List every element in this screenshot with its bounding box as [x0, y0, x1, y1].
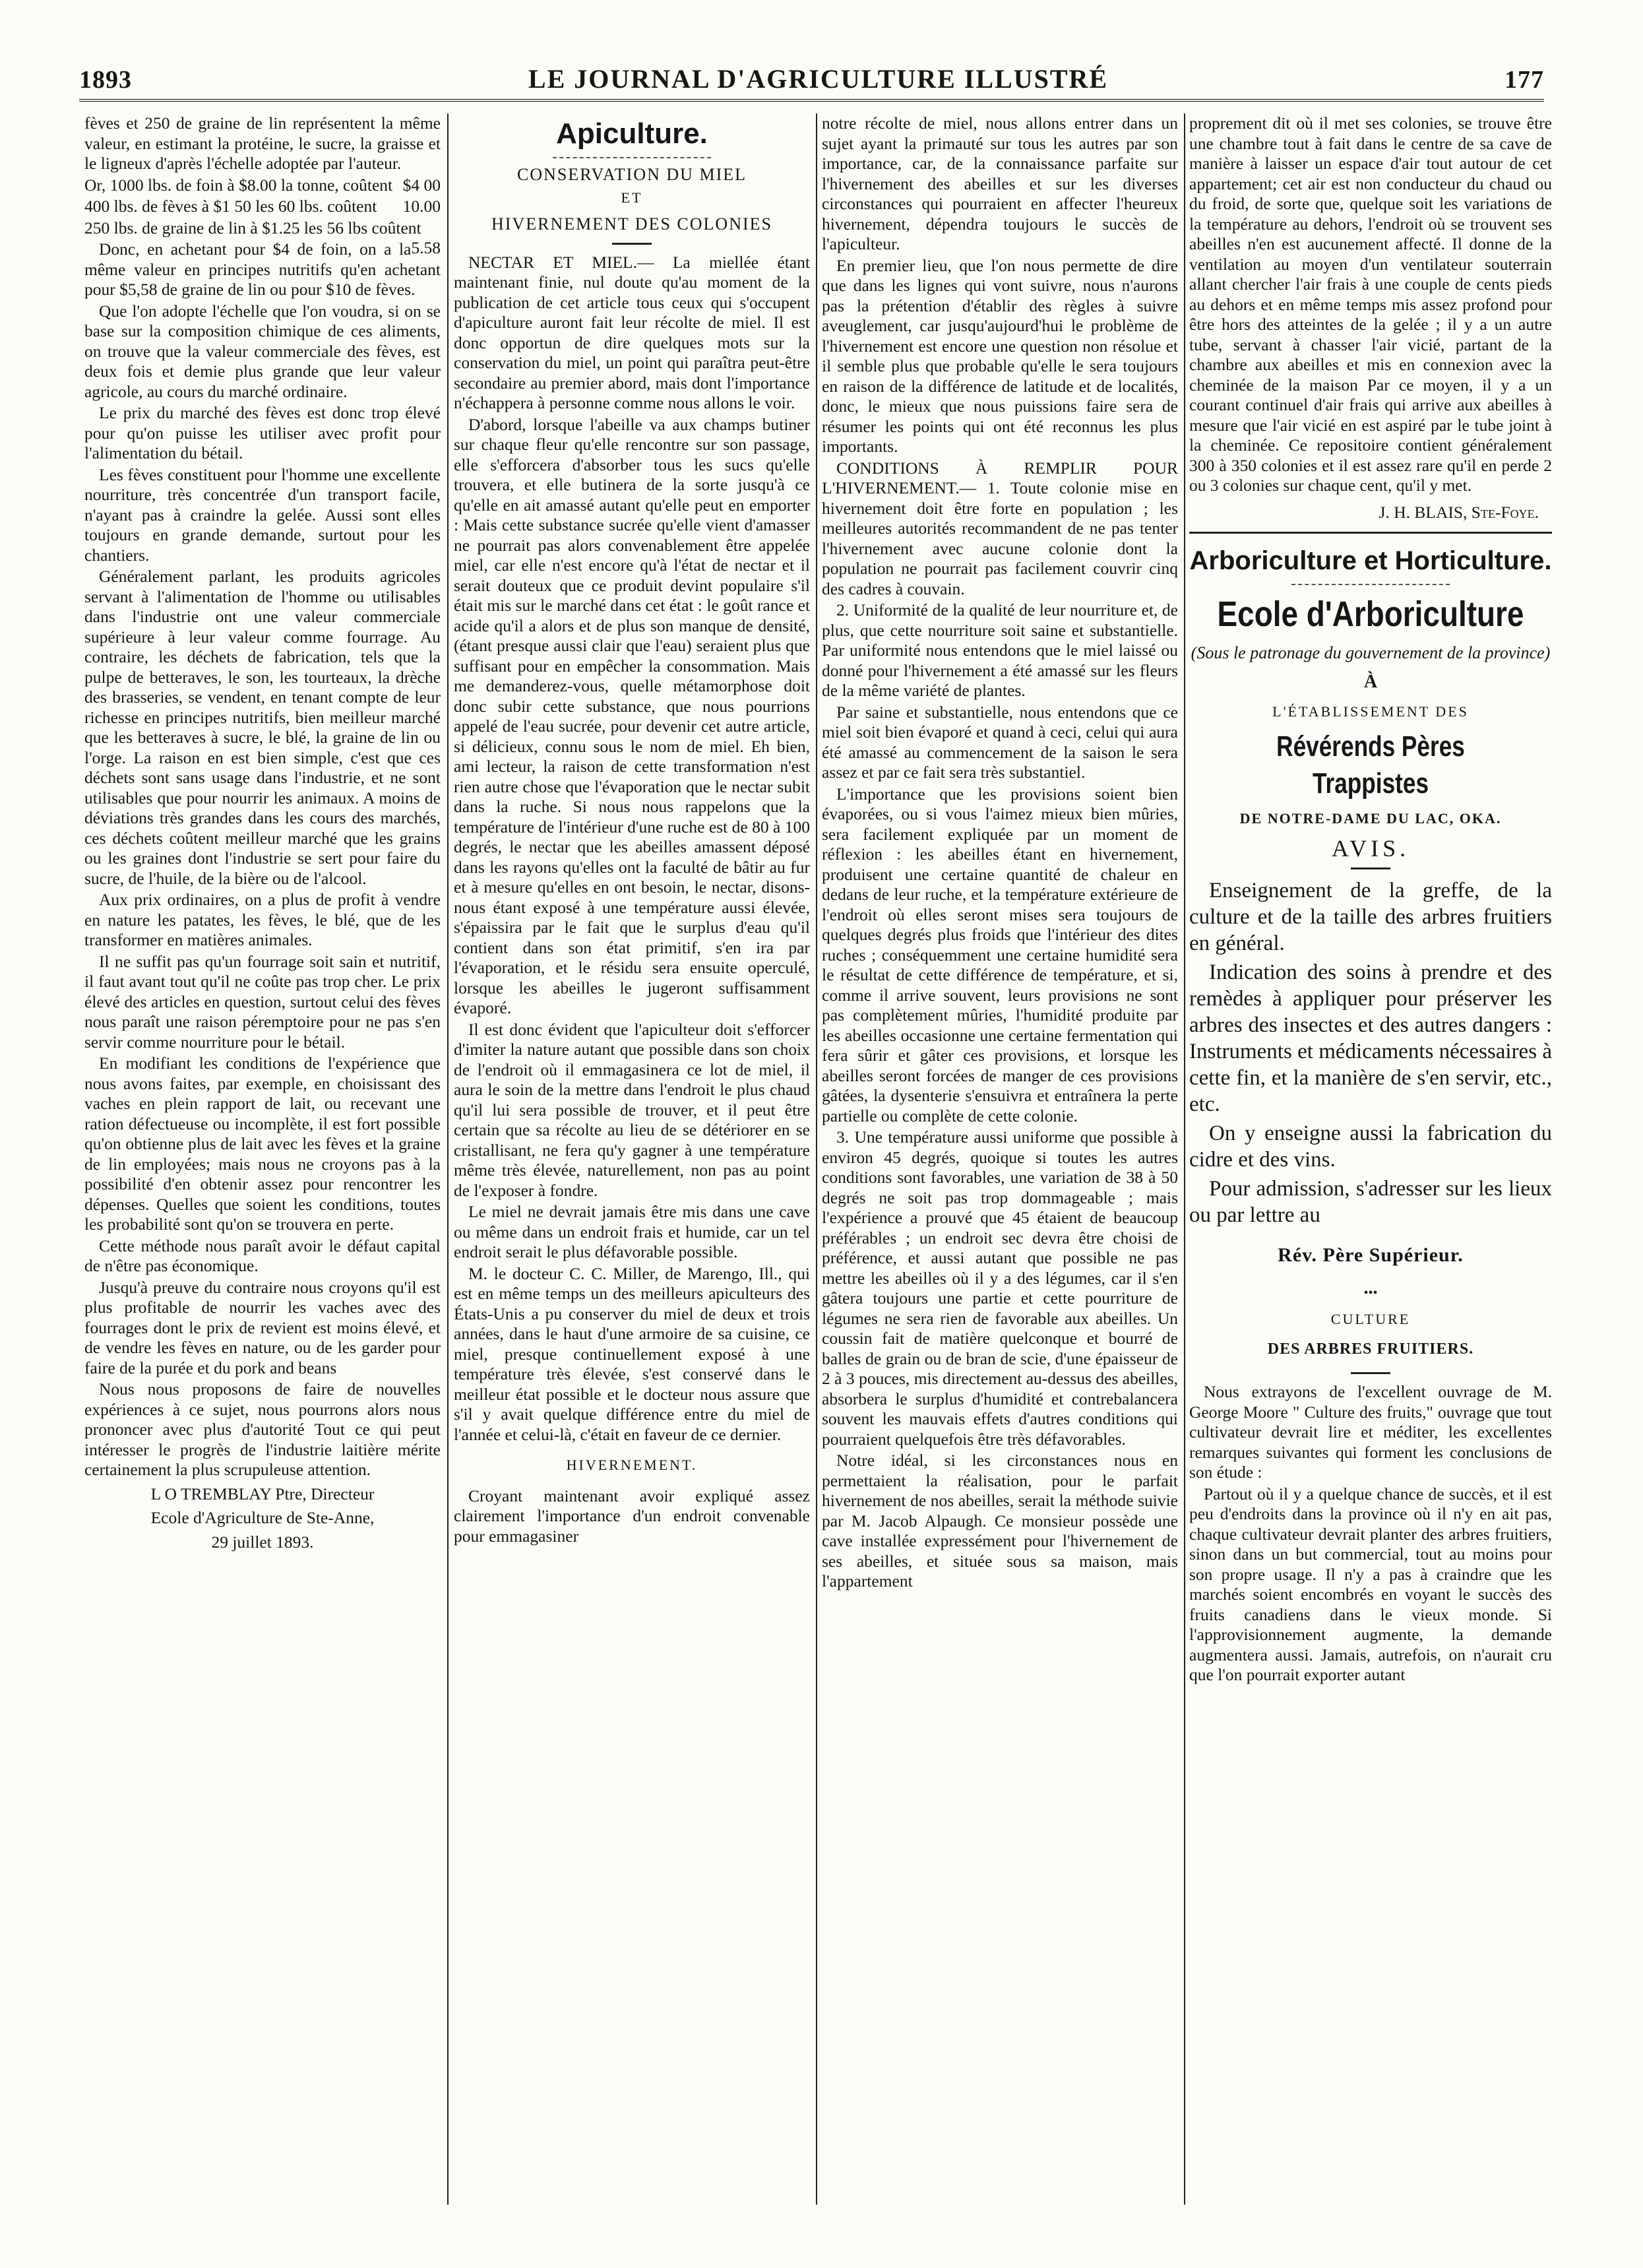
signature-school: Ecole d'Agriculture de Ste-Anne, — [150, 1508, 375, 1527]
ad-preposition: À — [1363, 672, 1378, 692]
paragraph — [822, 458, 1178, 600]
ad-subtitle: (Sous le patronage du gouvernement de la province) — [1191, 643, 1551, 662]
paragraph: En modifiant les conditions de l'expérience que nous avons faites, par exemple, en choisissant des vaches en plein rapport de lait, ou recevant une ration défectueuse ou incomplète, il est fort possible qu'on obtienne plus de lait avec les fèves et la graine de lin employées; mais nous ne croyons pas à la possibilité d'en obtenir assez pour rencontrer les dépenses. Quelles que soient les conditions, toutes les probabilité sont qu'on se trouvera en perte. — [84, 1054, 441, 1234]
paragraph: proprement dit où il met ses colonies, se trouve être une chambre tout à fait dans le centre de sa cave de manière à laisser un espace d'air tout autour de cet appartement; cet air est non conducteur du chaud ou du froid, de sorte que, quelque soit les variations de la température au dehors, l'endroit où se trouvent ses abeilles n'en est aucunement affecté. Il donne de la ventilation au moyen d'un ventilateur souterrain allant chercher l'air frais à une couple de cents pieds au dehors et en même temps mis assez profond pour être hors des atteintes de la gelée ; il y a un autre tube, servant à chasser l'air vicié, partant de la chambre aux abeilles et mis en connexion avec la cheminée de la maison Par ce moyen, il y a un courant continuel d'air frais qui arrive aux abeilles à mesure que l'air vicié en est aspiré par le tube joint à la cheminée. Ce repositoire contient généralement 300 à 350 colonies et il est assez rare qu'il en perde 2 ou 3 colonies sur chaque cent, qu'il y met. — [1189, 113, 1552, 495]
paragraph: Le miel ne devrait jamais être mis dans une cave ou même dans un endroit frais et humide, car un tel endroit serait le plus défavorable possible. — [454, 1202, 810, 1261]
masthead — [79, 63, 1544, 96]
ad-institution-name: Révérends Pères Trappistes — [1276, 730, 1465, 800]
paragraph: Il est donc évident que l'apiculteur doit s'efforcer d'imiter la nature autant que possible dans son choix de l'endroit où il emmagasinera ce lot de miel, il aura le soin de la mettre dans l'endroit le plus chaud qu'il lui sera possible de trouver, et il peut être certain que sa récolte au lieu de se détériorer en se cristallisant, ne fera qu'y gagner à une température même très élevée, naturellement, non pas au point de l'exposer à fondre. — [454, 1019, 810, 1200]
paragraph — [84, 175, 441, 196]
paragraph: Par saine et substantielle, nous entendons que ce miel soit bien évaporé et quand à ceci, celui qui aura été amassé au commencement de la saison le sera assez et par ce fait sera très substantiel. — [822, 702, 1178, 782]
paragraph-text: — La miellée étant maintenant finie, nul doute qu'au moment de la publication de cet article tous ceux qui s'occupent d'apiculture auront fait leur récolte de miel. Il est donc opportun de dire quelques mots sur la conservation du miel, un point qui paraîtra peut-être secondaire au premier abord, mais dont l'importance n'échappera à personne comme nous allons le voir. — [454, 252, 810, 412]
paragraph: Les fèves constituent pour l'homme une excellente nourriture, très concentrée d'un transport facile, n'ayant pas à craindre la gelée. Aussi sont elles toujours en grande demande, surtout pour les chantiers. — [84, 464, 441, 565]
paragraph-text: — 1. Toute colonie mise en hivernement doit être forte en population ; les meilleures autorités recommandent de ne pas tenter l'hivernement avec aucune colonie dont la population ne pourrait pas facilement couvrir cinq des cadres à couvain. — [822, 478, 1178, 598]
masthead-title: LE JOURNAL D'AGRICULTURE ILLUSTRÉ — [528, 64, 1109, 94]
masthead-year: 1893 — [79, 66, 132, 94]
paragraph: Il ne suffit pas qu'un fourrage soit sain et nutritif, il faut avant tout qu'il ne coûte pas trop cher. Le prix élevé des articles en question, surtout celui des fèves nous paraît une raison péremptoire pour ne pas s'en servir comme nourriture pour le bétail. — [84, 951, 441, 1052]
paragraph: Nous extrayons de l'excellent ouvrage de M. George Moore " Culture des fruits," ouvrage que tout cultivateur devrait lire et méditer, les excellentes remarques suivantes qui forment les conclusions de son étude : — [1189, 1382, 1552, 1482]
article-heading: CONSERVATION DU MIEL — [516, 165, 747, 184]
ad-label: L'ÉTABLISSEMENT DES — [1272, 703, 1469, 720]
paragraph: Généralement parlant, les produits agricoles servant à l'alimentation de l'homme ou utilisables dans l'industrie ont une valeur commerciale supérieure à leur valeur comme fourrage. Au contraire, les déchets de fabrication, tels que la pulpe de betteraves, le son, les tourteaux, la drèche des brasseries, se vendent, en tenant compte de leur richesse en principes nutritifs, bien meilleur marché que les betteraves à sucre, le blé, la graine de lin ou l'orge. La raison en est bien simple, c'est que ces déchets sont sans usage dans l'industrie, et ne sont utilisables que pour nourrir les animaux. A moins de déviations très grandes dans les cours des marchés, ces déchets coûtent meilleur marché que les grains ou les graines dont l'industrie se sert pour faire du sucre, de l'huile, de la bière ou de l'alcool. — [84, 567, 441, 888]
paragraph: L'importance que les provisions soient bien évaporées, ou si vous l'aimez mieux bien mûries, sera facilement expliquée par un moment de réflexion : les abeilles étant en hivernement, produisent une certaine quantité de chaleur en dedans de leur ruche, et la température extérieure de l'endroit où elles seront mises sera toujours de quelques degrés plus froids que l'intérieur des dites ruches ; conséquemment une certaine humidité sera le résultat de cette différence de température, et si, comme il arrive souvent, leurs provisions ne sont pas complètement mûries, l'humidité produite par les abeilles occasionne une certaine fermentation qui fera sûrir et gâter ces provisions, et lorsque les abeilles seront forcées de manger de ces provisions gâtées, la dysenterie s'ensuivra et entraînera la perte partielle ou complète de cette colonie. — [822, 784, 1178, 1125]
paragraph: Donc, en achetant pour $4 de foin, on a la même valeur en principes nutritifs qu'en achetant pour $5,58 de graine de lin ou pour $10 de fèves. — [84, 239, 441, 299]
paragraph-lead: CONDITIONS À REMPLIR POUR L'HIVERNEMENT. — [822, 458, 1178, 497]
ad-body — [1189, 877, 1552, 1228]
paragraph — [84, 197, 441, 217]
paragraph: 2. Uniformité de la qualité de leur nourriture et, de plus, que cette nourriture soit saine et substantielle. Par uniformité nous entendons que le miel laissé ou donné pour l'hivernement a été amassé sur les fleurs de la même variété de plantes. — [822, 600, 1178, 700]
paragraph-lead: NECTAR ET MIEL. — [468, 252, 638, 272]
paragraph: notre récolte de miel, nous allons entrer dans un sujet ayant la primauté sur tous les autres par son importance, car, de la connaissance parfaite sur l'hivernement des abeilles et sur les diverses circonstances qui pourraient en affecter l'heureux hivernement, dépendra toujours le succès de l'apiculteur. — [822, 113, 1178, 253]
masthead-rule — [79, 99, 1544, 104]
paragraph: 3. Une température aussi uniforme que possible à environ 45 degrés, quoique si toutes les autres conditions sont favorables, une variation de 38 à 50 degrés ne soit pas trop dommageable ; mais l'expérience a prouvé que 45 étaient de beaucoup préférables ; un endroit sec devra être choisi de préférence, et aussi autant que possible ne pas mettre les abeilles où il y a des légumes, car il s'en gâtera toujours une partie et cette pourriture de légumes ne sera rien de favorable aux abeilles. Un coussin fait de matière quelconque et bourré de balles de grain ou de bran de scie, d'une épaisseur de 2 à 3 pouces, mis directement au-dessus des abeilles, absorbera le surplus d'humidité et contrebalancera souvent les mauvais effets d'autres conditions qui pourraient quelquefois être très défavorables. — [822, 1127, 1178, 1449]
paragraph: D'abord, lorsque l'abeille va aux champs butiner sur chaque fleur qu'elle rencontre sur son passage, elle s'efforcera d'absorber tous les sucs qu'elle trouvera, et elle butinera de la sorte jusqu'à ce qu'elle en ait amassé autant qu'elle peut en emporter : Mais cette substance sucrée qu'elle vient d'amasser ne pourrait pas alors convenablement être appelée miel, car elle n'est encore qu'à l'état de nectar et il serait douteux que ce produit devint populaire s'il était mis sur le marché dans cet état : le goût rance et acide qu'il a alors et de plus son manque de densité, (étant presque aussi clair que l'eau) seraient plus que suffisant pour en empêcher la consommation. Mais me demanderez-vous, quelle métamorphose doit donc subir cette substance, que nous pourrions appelé de l'eau sucrée, pour devenir cet autre article, si délicieux, connu sous le nom de miel. Eh bien, ami lecteur, la raison de cette transformation n'est rien autre chose que l'évaporation que le nectar subit dans la ruche. Si nous nous rappelons que la température de l'intérieur d'une ruche est de 80 à 100 degrés, le nectar que les abeilles amassent déposé dans les rayons qu'elles ont la faculté de bâtir au fur et à mesure qu'elles en ont besoin, le nectar, disons-nous étant exposé à une température aussi élevée, s'épaissira par le fait que le surplus d'eau qu'il contient dans son état primitif, s'en ira par l'évaporation, et le résidu sera ensuite operculé, lorsque les abeilles le jugeront suffisamment évaporé. — [454, 414, 810, 1017]
cost-line: 400 lbs. de fèves à $1 50 les 60 lbs. coûtent — [84, 197, 377, 216]
ad-notice-heading: AVIS. — [1331, 835, 1410, 862]
ad-paragraph: Pour admission, s'adresser sur les lieux ou par lettre au — [1189, 1177, 1552, 1227]
column-divider — [816, 113, 817, 2205]
paragraph — [84, 218, 441, 257]
paragraph: Aux prix ordinaires, on a plus de profit à vendre en nature les patates, les fèves, le blé, que de les transformer en matières animales. — [84, 890, 441, 949]
paragraph: Notre idéal, si les circonstances nous en permettaient la réalisation, pour le parfait hivernement de nos abeilles, serait la méthode suivie par M. Jacob Alpaugh. Ce monsieur possède une cave installée expressément pour l'hivernement de ses abeilles, et située sous sa maison, mais l'appartement — [822, 1451, 1178, 1591]
section-title-apiculture: Apiculture. — [556, 117, 708, 150]
cost-value: 10.00 — [402, 197, 441, 216]
ad-paragraph: On y enseigne aussi la fabrication du cidre et des vins. — [1189, 1121, 1552, 1172]
column-1 — [84, 113, 441, 2191]
masthead-page-number: 177 — [1504, 66, 1544, 94]
cost-value: $4 00 — [402, 175, 441, 195]
paragraph: Cette méthode nous paraît avoir le défaut capital de n'être pas économique. — [84, 1236, 441, 1275]
paragraph: Le prix du marché des fèves est donc trop élevé pour qu'on puisse les utiliser avec profit pour l'alimentation du bétail. — [84, 403, 441, 462]
divider — [612, 243, 652, 245]
divider — [1291, 584, 1450, 585]
column-divider — [447, 113, 449, 2205]
subsection-heading: HIVERNEMENT. — [566, 1457, 698, 1473]
article-heading: HIVERNEMENT DES COLONIES — [491, 214, 772, 234]
divider — [1189, 532, 1552, 534]
signature: J. H. BLAIS, Ste-Foye. — [1379, 502, 1539, 522]
signature-name: L O TREMBLAY Ptre, Directeur — [150, 1484, 375, 1503]
paragraph: Nous nous proposons de faire de nouvelles expériences à ce sujet, nous pourrons alors nous prononcer avec plus d'autorité Tout ce qui peut intéresser le progrès de l'industrie laitière mérite certainement la plus scrupuleuse attention. — [84, 1379, 441, 1479]
cost-line: Or, 1000 lbs. de foin à $8.00 la tonne, coûtent — [84, 175, 393, 195]
ad-place: DE NOTRE-DAME DU LAC, OKA. — [1239, 810, 1502, 827]
article-heading: CULTURE — [1330, 1311, 1411, 1327]
ad-title: Ecole d'Arboriculture — [1217, 594, 1524, 634]
divider — [1351, 1372, 1390, 1374]
divider — [553, 157, 711, 158]
ad-paragraph: Enseignement de la greffe, de la culture et de la taille des arbres fruitiers en général. — [1189, 879, 1552, 955]
paragraph: En premier lieu, que l'on nous permette de dire que dans les lignes qui vont suivre, nous n'aurons pas la prétention d'établir des règles à suivre aveuglement, car jusqu'aujourd'hui le problème de l'hivernement est encore une question non résolue et il semble plus que probable qu'elle le sera toujours en raison de la différence de latitude et de localités, donc, le mieux que nous puissions faire sera de résumer les points qui ont été reconnus les plus importants. — [822, 255, 1178, 456]
paragraph — [454, 253, 810, 414]
paragraph: Jusqu'à preuve du contraire nous croyons qu'il est plus profitable de nourrir les vaches avec des fourrages dont le prix de revient est moins élevé, et de vendre les fèves en nature, ou de les garder pour faire de la purée et du pork and beans — [84, 1277, 441, 1377]
ad-signature: Rév. Père Supérieur. — [1278, 1244, 1464, 1266]
paragraph: fèves et 250 de graine de lin représentent la même valeur, en estimant la protéine, le sucre, la graisse et le ligneux d'après l'échelle adoptée par l'auteur. — [84, 113, 441, 173]
section-title-arboriculture: Arboriculture et Horticulture. — [1189, 546, 1552, 575]
separator-ornament: ••• — [1363, 1285, 1378, 1300]
paragraph: M. le docteur C. C. Miller, de Marengo, Ill., qui est en même temps un des meilleurs apiculteurs des États-Unis a pu conserver du miel de deux et trois années, dans le haut d'une armoire de sa cuisine, ce miel, presque continuellement exposé à une température très élevée, s'est conservé dans le meilleur état possible et le docteur nous assure que s'il y avait quelque différence entre du miel de l'année et celui-là, c'était en faveur de ce dernier. — [454, 1263, 810, 1444]
cost-value: 5.58 — [411, 238, 441, 257]
cost-line: 250 lbs. de graine de lin à $1.25 les 56 lbs coûtent — [84, 218, 421, 237]
article-heading-conjunction: ET — [621, 189, 643, 206]
paragraph: Que l'on adopte l'échelle que l'on voudra, si on se base sur la composition chimique de ces aliments, on trouve que la valeur commerciale des fèves, est deux fois et demie plus grande que leur valeur agricole, au cours du marché ordinaire. — [84, 301, 441, 401]
ad-paragraph: Indication des soins à prendre et des remèdes à appliquer pour préserver les arbres des insectes et des autres dangers : Instruments et médicaments nécessaires à cette fin, et la manière de s'en servir, etc., etc. — [1189, 961, 1552, 1116]
paragraph: Partout où il y a quelque chance de succès, et il est peu d'endroits dans la province où il n'y en ait pas, chaque cultivateur devrait planter des arbres fruitiers, sinon dans un but commercial, tout au moins pour son propre usage. Il n'y a pas à craindre que les marchés soient encombrés en voyant le succès des fruits canadiens dans le vieux monde. Si l'approvisionnement augmente, la demande augmentera aussi. Jamais, autrefois, on n'aurait cru que l'on pourrait exporter autant — [1189, 1484, 1552, 1684]
article-heading: DES ARBRES FRUITIERS. — [1267, 1340, 1474, 1358]
signature-date: 29 juillet 1893. — [211, 1532, 314, 1552]
column-3 — [822, 113, 1178, 2191]
paragraph: Croyant maintenant avoir expliqué assez clairement l'importance d'un endroit convenable pour emmagasiner — [454, 1486, 810, 1546]
column-2 — [454, 113, 810, 2191]
divider — [1351, 867, 1390, 869]
column-4 — [1189, 113, 1552, 2191]
column-divider — [1184, 113, 1185, 2205]
